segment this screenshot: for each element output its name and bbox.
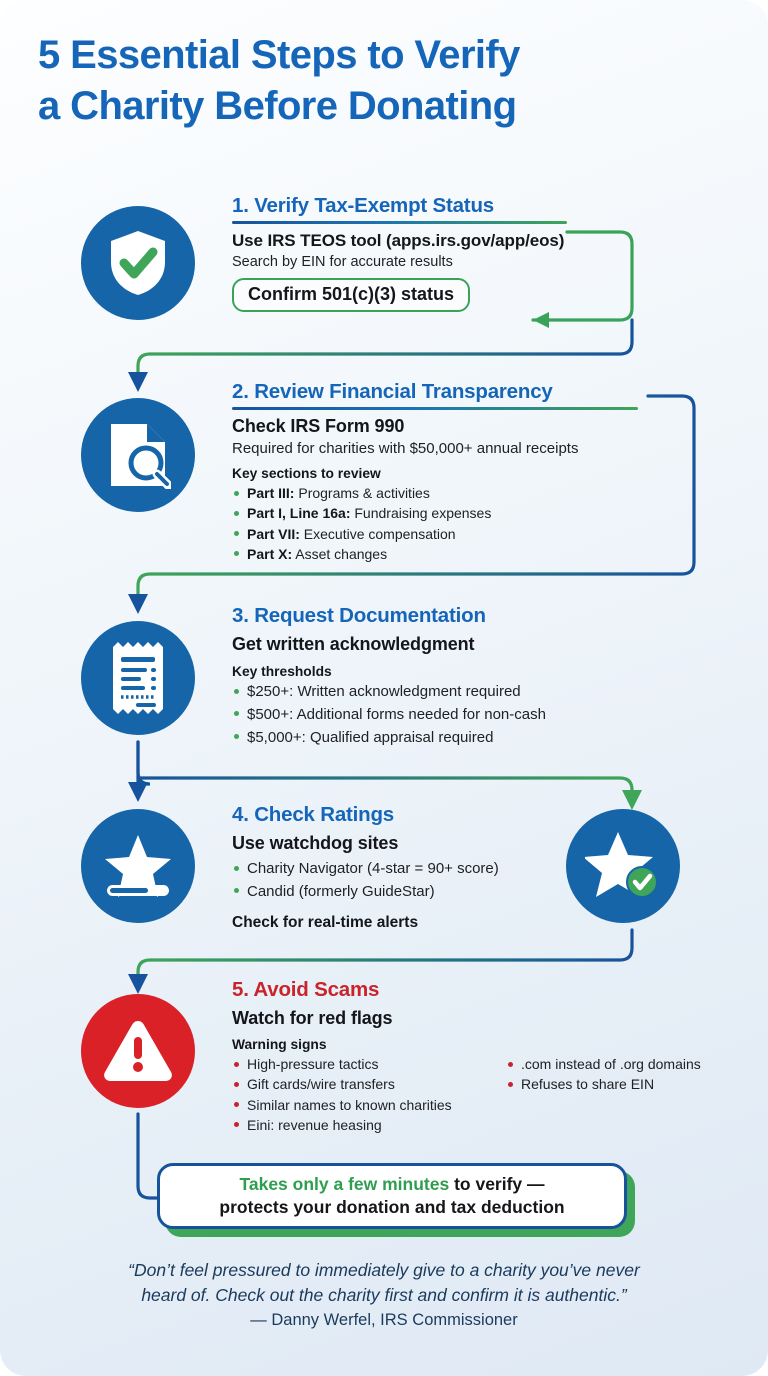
list-item: Part X: Asset changes	[232, 544, 682, 564]
list-item: Similar names to known charities	[232, 1095, 484, 1115]
step-2-note: Required for charities with $50,000+ annual receipts	[232, 440, 579, 457]
step-5-icon-badge	[81, 994, 195, 1108]
list-item: Refuses to share EIN	[506, 1074, 701, 1094]
step-3-list-title: Key thresholds	[232, 664, 332, 679]
star-verified-badge	[566, 809, 680, 923]
list-item: $5,000+: Qualified appraisal required	[232, 727, 662, 750]
step-5-columns	[232, 1052, 702, 1135]
list-item: Part I, Line 16a: Fundraising expenses	[232, 503, 682, 523]
step-4-footer: Check for real-time alerts	[232, 913, 419, 931]
callout-box	[157, 1163, 627, 1229]
step-5-bullet-list-right	[506, 1054, 701, 1135]
list-item: Charity Navigator (4-star = 90+ score)	[232, 858, 562, 881]
step-3-icon-badge	[81, 621, 195, 735]
warning-triangle-icon	[102, 1019, 174, 1083]
step-4-bullet-list	[232, 858, 562, 904]
step-2-subheading: Check IRS Form 990	[232, 416, 405, 436]
step-4-body	[232, 803, 562, 932]
step-1-rule	[232, 221, 567, 224]
step-2-body	[232, 380, 682, 564]
page-title	[38, 30, 738, 132]
callout-line-2: protects your donation and tax deduction	[219, 1197, 565, 1217]
receipt-icon	[109, 641, 167, 715]
list-item: Part VII: Executive compensation	[232, 524, 682, 544]
shield-check-icon	[106, 228, 170, 298]
step-1-body	[232, 194, 662, 312]
callout-line-1	[239, 1174, 544, 1195]
list-item: .com instead of .org domains	[506, 1054, 701, 1074]
list-item: Eini: revenue heasing	[232, 1115, 484, 1135]
quote-block	[44, 1258, 724, 1330]
quote-attribution: — Danny Werfel, IRS Commissioner	[250, 1310, 518, 1329]
quote-line-2: heard of. Check out the charity first and confirm it is authentic.”	[141, 1284, 627, 1305]
list-item: $250+: Written acknowledgment required	[232, 681, 662, 704]
step-4-subheading: Use watchdog sites	[232, 833, 399, 853]
summary-callout	[157, 1163, 627, 1231]
step-4-icon-badge	[81, 809, 195, 923]
step-5-body	[232, 978, 702, 1135]
list-item: Gift cards/wire transfers	[232, 1074, 484, 1094]
star-rating-icon	[104, 833, 172, 899]
step-5-list-title: Warning signs	[232, 1037, 327, 1052]
callout-rest: to verify —	[449, 1174, 545, 1194]
step-1-pill[interactable]: Confirm 501(c)(3) status	[232, 278, 470, 312]
quote-line-1: “Don’t feel pressured to immediately give to a charity you’ve never	[128, 1260, 640, 1280]
step-5-subheading: Watch for red flags	[232, 1008, 393, 1028]
document-search-icon	[105, 421, 171, 489]
step-3-heading: 3. Request Documentation	[232, 604, 486, 627]
step-5-heading: 5. Avoid Scams	[232, 978, 380, 1001]
step-2-heading: 2. Review Financial Transparency	[232, 380, 553, 403]
step-3-body	[232, 604, 662, 749]
step-1-heading: 1. Verify Tax-Exempt Status	[232, 194, 494, 217]
list-item: High-pressure tactics	[232, 1054, 484, 1074]
step-2-bullet-list	[232, 483, 682, 564]
step-1-note: Search by EIN for accurate results	[232, 254, 453, 270]
step-5-bullet-list-left	[232, 1054, 484, 1135]
step-1-subheading: Use IRS TEOS tool (apps.irs.gov/app/eos)	[232, 231, 565, 250]
step-1-icon-badge	[81, 206, 195, 320]
step-2-rule	[232, 407, 638, 410]
callout-highlight: Takes only a few minutes	[239, 1174, 450, 1194]
list-item: Part III: Programs & activities	[232, 483, 682, 503]
title-line-1: 5 Essential Steps to Verify	[38, 33, 520, 77]
list-item: Candid (formerly GuideStar)	[232, 881, 562, 904]
step-4-heading: 4. Check Ratings	[232, 803, 394, 826]
step-3-subheading: Get written acknowledgment	[232, 634, 475, 654]
step-3-bullet-list	[232, 681, 662, 749]
step-2-list-title: Key sections to review	[232, 466, 381, 481]
list-item: $500+: Additional forms needed for non-cash	[232, 704, 662, 727]
step-2-icon-badge	[81, 398, 195, 512]
title-line-2: a Charity Before Donating	[38, 84, 517, 129]
star-verified-icon	[585, 830, 661, 902]
